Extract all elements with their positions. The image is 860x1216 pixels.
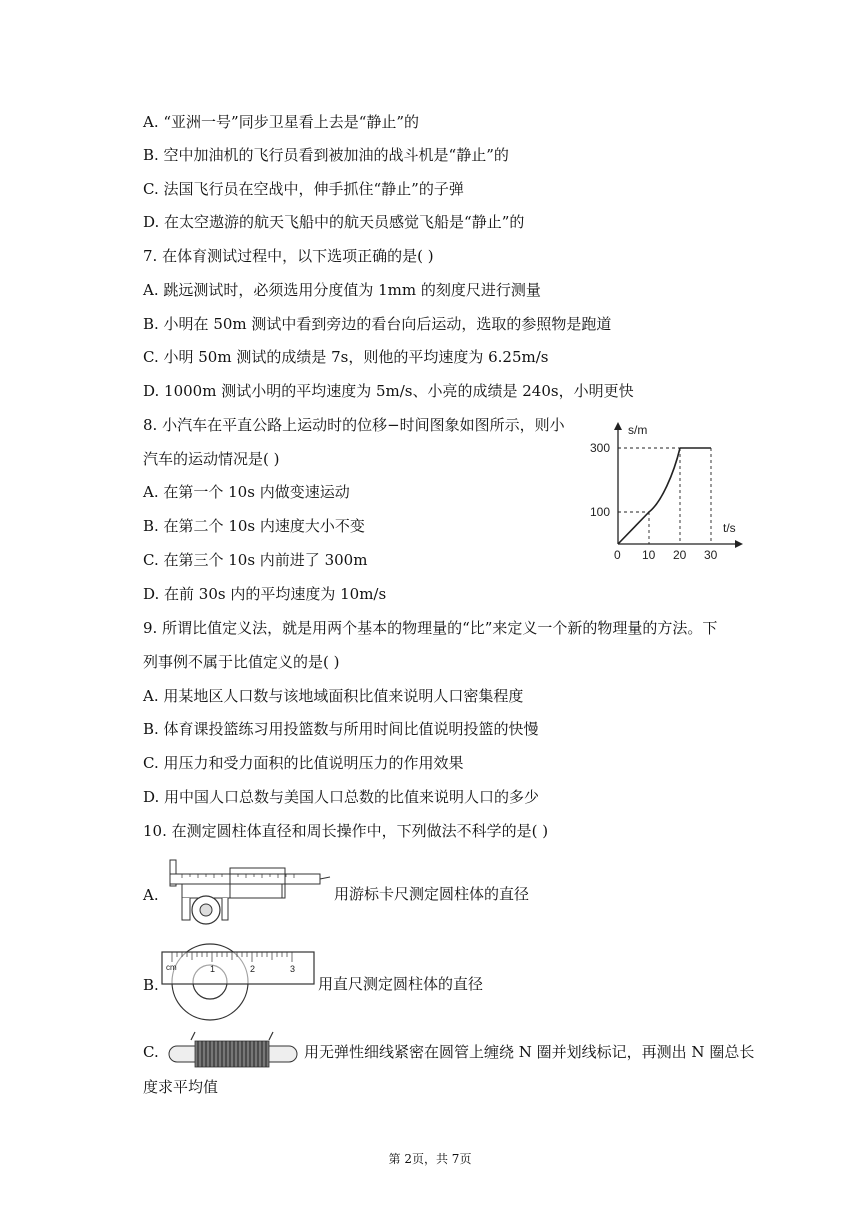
q7-option-c: C. 小明 50m 测试的成绩是 7s，则他的平均速度为 6.25m/s [143, 348, 549, 366]
ruler-tick-2: 2 [250, 964, 256, 974]
q10-stem: 10. 在测定圆柱体直径和周长操作中，下列做法不科学的是( ) [143, 822, 549, 840]
q9-option-d: D. 用中国人口总数与美国人口总数的比值来说明人口的多少 [143, 788, 540, 806]
x-tick-30: 30 [704, 548, 718, 562]
q8-stem-line2: 汽车的运动情况是( ) [143, 450, 280, 468]
q10-option-b-letter: B. [143, 976, 159, 994]
q9-stem-line2: 列事例不属于比值定义的是( ) [143, 653, 340, 671]
vernier-caliper-image [160, 858, 332, 928]
q8-st-graph [585, 418, 755, 568]
q9-option-b: B. 体育课投篮练习用投篮数与所用时间比值说明投篮的快慢 [143, 720, 539, 738]
ruler-tick-1: 1 [210, 964, 216, 974]
q6-option-d: D. 在太空遨游的航天飞船中的航天员感觉飞船是“静止”的 [143, 213, 525, 231]
page-footer: 第 2页，共 7页 [388, 1152, 472, 1166]
q8-stem-line1: 8. 小汽车在平直公路上运动时的位移−时间图象如图所示，则小 [143, 416, 565, 434]
y-axis-arrow [614, 422, 622, 430]
q8-option-d: D. 在前 30s 内的平均速度为 10m/s [143, 585, 387, 603]
y-axis-label: s/m [628, 423, 648, 437]
wound-tube-image [165, 1030, 303, 1074]
q9-stem-line1: 9. 所谓比值定义法，就是用两个基本的物理量的“比”来定义一个新的物理量的方法。下 [143, 619, 718, 637]
q7-option-b: B. 小明在 50m 测试中看到旁边的看台向后运动，选取的参照物是跑道 [143, 315, 612, 333]
x-axis-label: t/s [723, 521, 736, 535]
ruler-tick-3: 3 [290, 964, 296, 974]
segment-10-20 [649, 448, 680, 512]
q10-option-c-text: 用无弹性细线紧密在圆管上缠绕 N 圈并划线标记，再测出 N 圈总长 [304, 1043, 755, 1061]
q8-option-a: A. 在第一个 10s 内做变速运动 [143, 483, 350, 501]
q9-option-c: C. 用压力和受力面积的比值说明压力的作用效果 [143, 754, 464, 772]
x-tick-10: 10 [642, 548, 656, 562]
ruler-unit-label: cm [166, 963, 177, 972]
q10-option-c-text-cont: 度求平均值 [143, 1078, 219, 1096]
q10-option-a-text: 用游标卡尺测定圆柱体的直径 [334, 885, 530, 903]
q6-option-c: C. 法国飞行员在空战中，伸手抓住“静止”的子弹 [143, 180, 464, 198]
x-tick-20: 20 [673, 548, 687, 562]
q7-stem: 7. 在体育测试过程中，以下选项正确的是( ) [143, 247, 434, 265]
q6-option-a: A. “亚洲一号”同步卫星看上去是“静止”的 [143, 113, 420, 131]
segment-0-10 [618, 512, 649, 544]
x-tick-0: 0 [614, 548, 621, 562]
ruler-cylinder-image [160, 940, 318, 1022]
q8-option-b: B. 在第二个 10s 内速度大小不变 [143, 517, 365, 535]
q10-option-b-text: 用直尺测定圆柱体的直径 [318, 975, 484, 993]
q10-option-c-letter: C. [143, 1043, 159, 1061]
q9-option-a: A. 用某地区人口数与该地域面积比值来说明人口密集程度 [143, 687, 524, 705]
q7-option-d: D. 1000m 测试小明的平均速度为 5m/s、小亮的成绩是 240s，小明更快 [143, 382, 634, 400]
q7-option-a: A. 跳远测试时，必须选用分度值为 1mm 的刻度尺进行测量 [143, 281, 541, 299]
y-tick-100: 100 [590, 505, 611, 519]
q10-option-a-letter: A. [143, 886, 159, 904]
y-tick-300: 300 [590, 441, 611, 455]
q6-option-b: B. 空中加油机的飞行员看到被加油的战斗机是“静止”的 [143, 146, 509, 164]
x-axis-arrow [735, 540, 743, 548]
q8-option-c: C. 在第三个 10s 内前进了 300m [143, 551, 368, 569]
